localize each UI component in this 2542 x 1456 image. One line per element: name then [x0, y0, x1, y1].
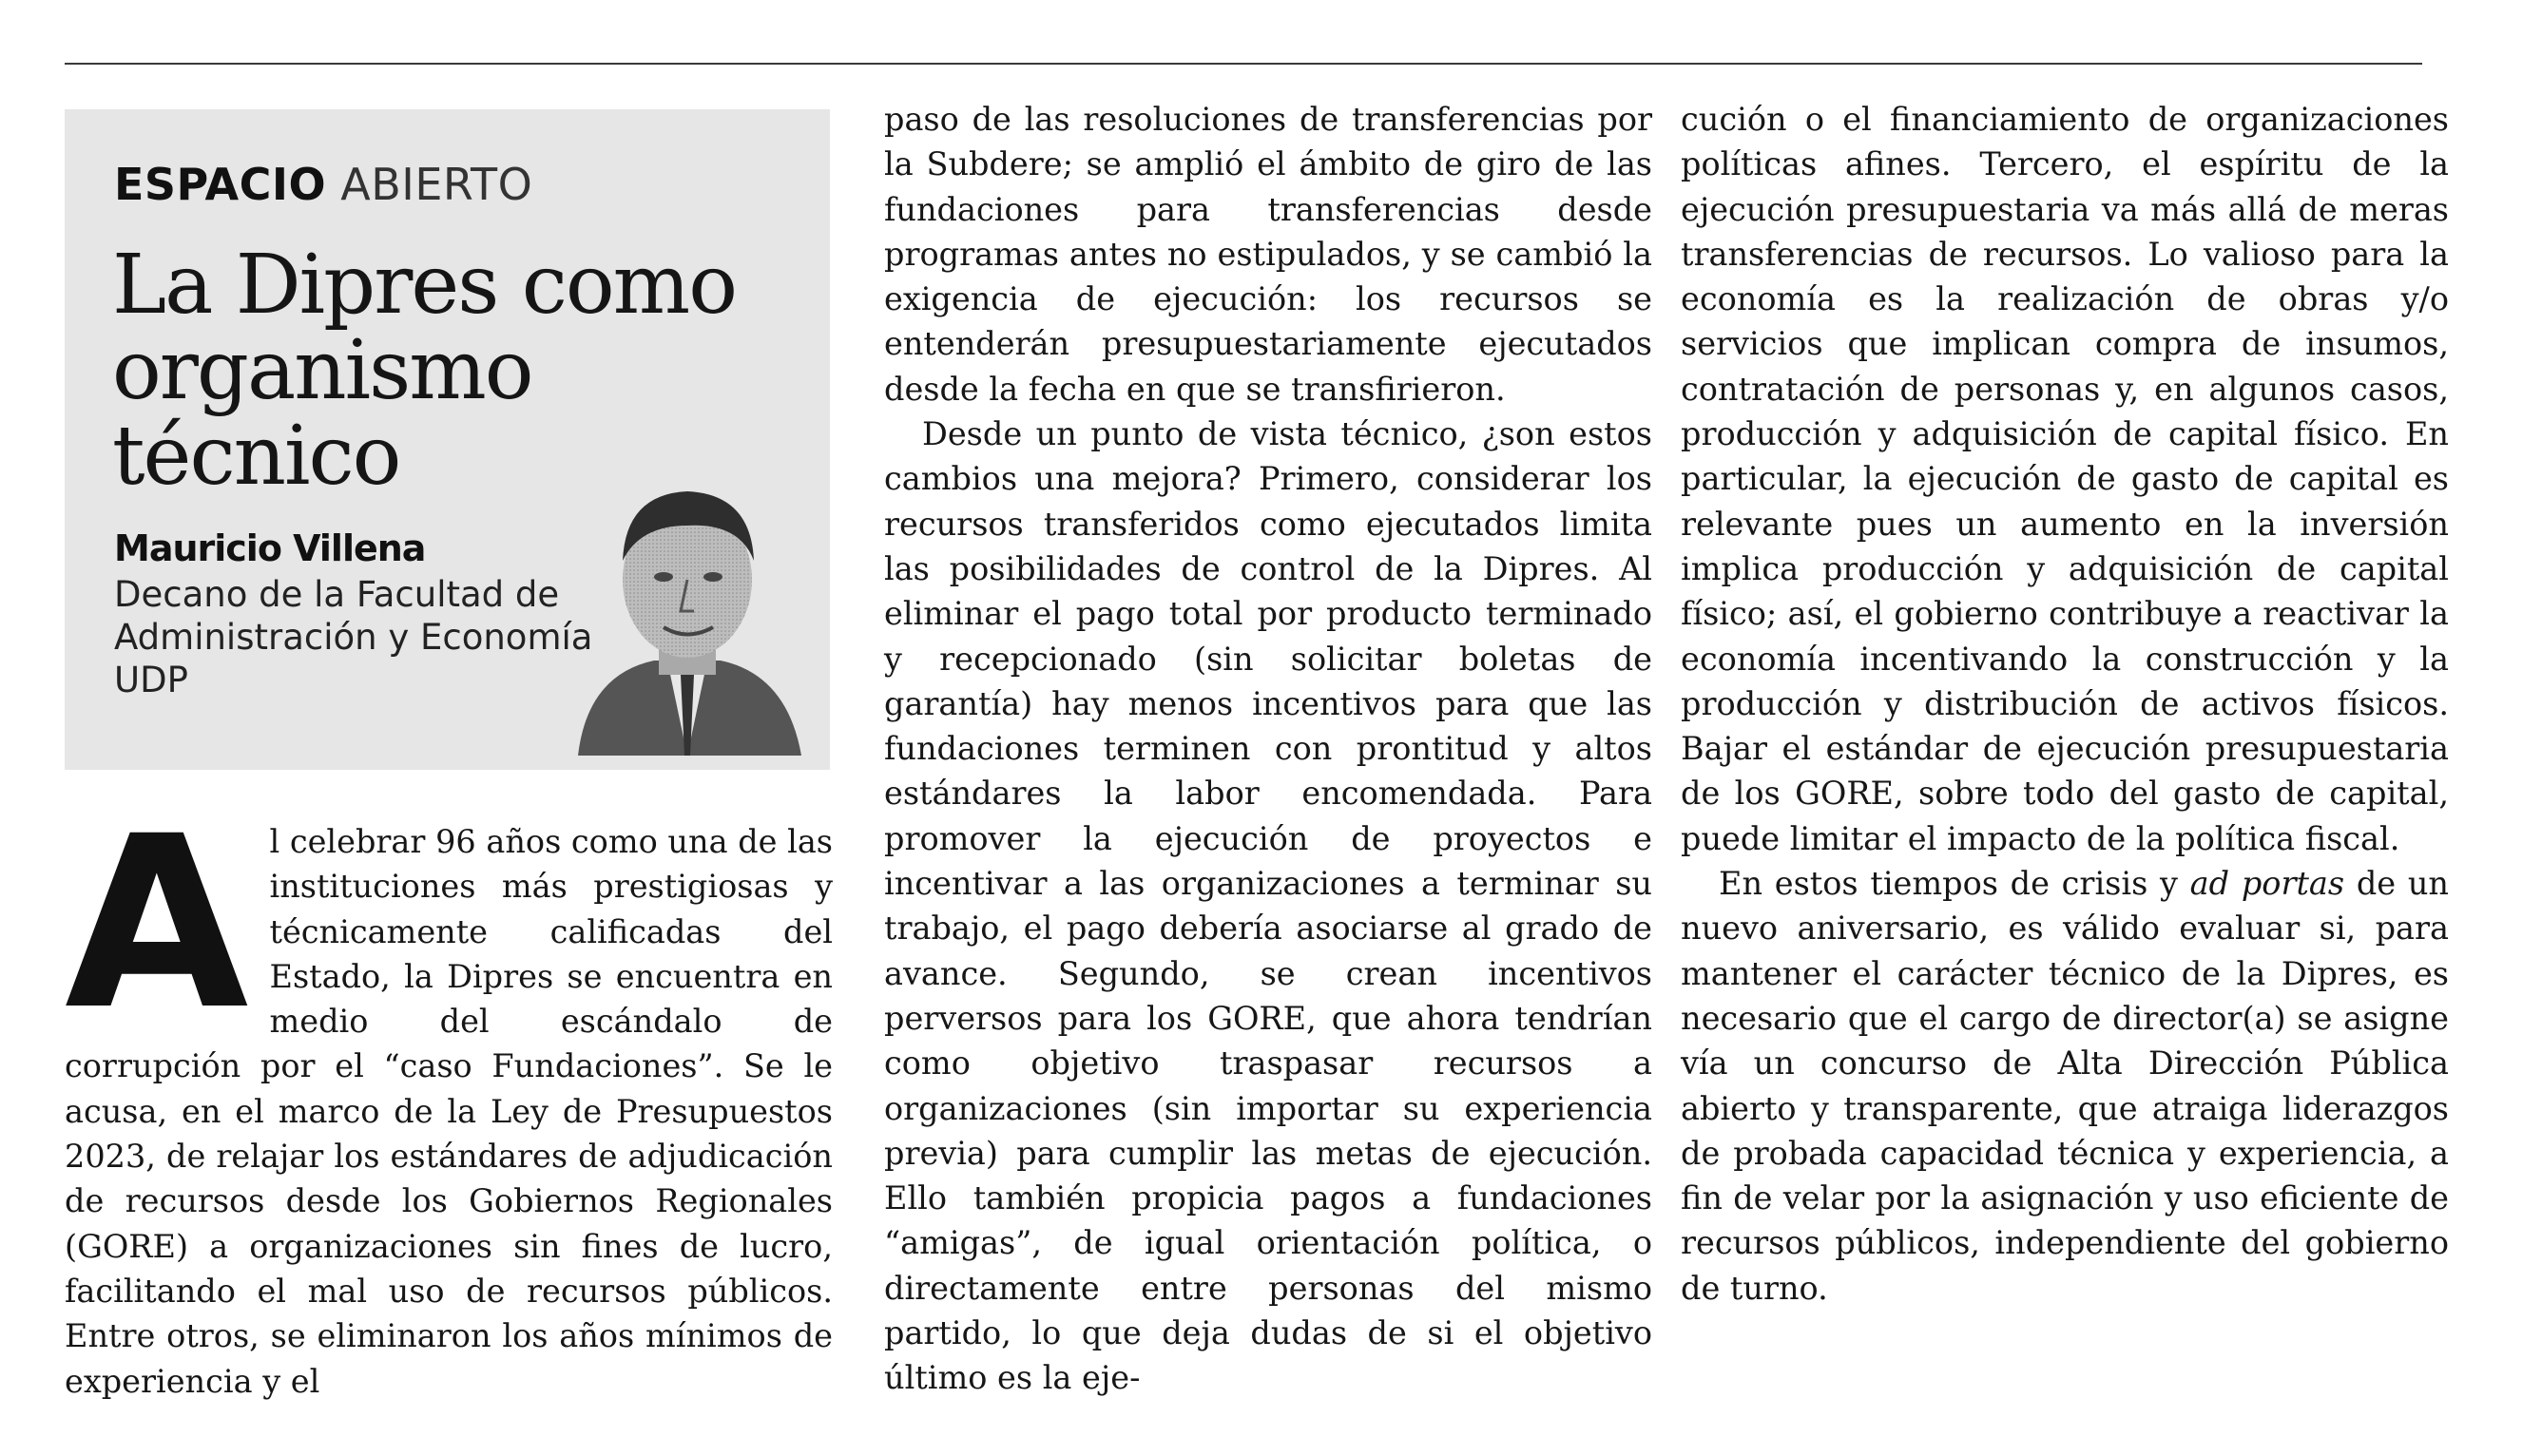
- dropcap: A: [65, 785, 249, 1062]
- headline: La Dipres como organismo técnico: [112, 238, 736, 504]
- author-role: Decano de la Facultad de Administración y Economía UDP: [114, 574, 593, 700]
- paragraph: paso de las resoluciones de transferencias por la Subdere; se amplió el ámbito de giro de las fundaciones para transferencias desde programas antes no estipulados, y se cambió la exigencia de ejecución: los recursos se entenderán presupuestariamente ejecutados desde la fecha en que se transfirieron.: [884, 101, 1652, 408]
- article-column-1: [65, 785, 833, 1404]
- paragraph: [1681, 861, 2449, 1311]
- section-label-bold: ESPACIO: [114, 159, 327, 210]
- paragraph: cución o el financiamiento de organizaciones políticas afines. Tercero, el espíritu de la ejecución presupuestaria va más allá de meras transferencias de recursos. Lo valioso para la economía es la realización de obras y/o servicios que implican compra de insumos, contratación de personas y, en algunos casos, producción y adquisición de capital físico. En particular, la ejecución de gasto de capital es relevante pues un aumento en la inversión implica producción y adquisición de capital físico; así, el gobierno contribuye a reactivar la economía incentivando la construcción y la producción y distribución de activos físicos. Bajar el estándar de ejecución presupuestaria de los GORE, sobre todo del gasto de capital, puede limitar el impacto de la política fiscal.: [1681, 101, 2449, 857]
- paragraph-text: de un nuevo aniversario, es válido evaluar si, para mantener el carácter técnico de la Dipres, es necesario que el cargo de director(a) se asigne vía un concurso de Alta Dirección Pública abierto y transparente, que atraiga liderazgos de probada capacidad técnica y experiencia, a fin de velar por la asignación y uso eficiente de recursos públicos, independiente del gobierno de turno.: [1681, 865, 2449, 1307]
- paragraph: Desde un punto de vista técnico, ¿son estos cambios una mejora? Primero, considerar los recursos transferidos como ejecutados limita las posibilidades de control de la Dipres. Al eliminar el pago total por producto terminado y recepcionado (sin solicitar boletas de garantía) hay menos incentivos para que las fundaciones terminen con prontitud y altos estándares la labor encomendada. Para promover la ejecución de proyectos e incentivar a las organizaciones a terminar su trabajo, el pago debería asociarse al grado de avance. Segundo, se crean incentivos perversos para los GORE, que ahora tendrían como objetivo traspasar recursos a organizaciones (sin importar su experiencia previa) para cumplir las metas de ejecución. Ello también propicia pagos a fundaciones “amigas”, de igual orientación política, o directamente entre personas del mismo partido, lo que deja dudas de si el objetivo último es la eje-: [884, 415, 1652, 1397]
- italic-phrase: ad portas: [2189, 865, 2345, 903]
- section-label-light: ABIERTO: [340, 159, 533, 210]
- paragraph-text: En estos tiempos de crisis y: [1719, 865, 2190, 903]
- article-column-2: [884, 97, 1652, 1401]
- article-header: [65, 109, 830, 770]
- author-name: Mauricio Villena: [114, 527, 426, 569]
- article-column-3: [1681, 97, 2449, 1311]
- paragraph: l celebrar 96 años como una de las instituciones más prestigiosas y técnicamente calificadas del Estado, la Dipres se encuentra en medio del escándalo de corrupción por el “caso Fundaciones”. Se le acusa, en el marco de la Ley de Presupuestos 2023, de relajar los estándares de adjudicación de recursos desde los Gobiernos Regionales (GORE) a organizaciones sin fines de lucro, facilitando el mal uso de recursos públicos. Entre otros, se eliminaron los años mínimos de experiencia y el: [65, 823, 833, 1400]
- author-portrait: [568, 470, 806, 756]
- top-rule: [65, 63, 2422, 65]
- section-label: [114, 159, 532, 210]
